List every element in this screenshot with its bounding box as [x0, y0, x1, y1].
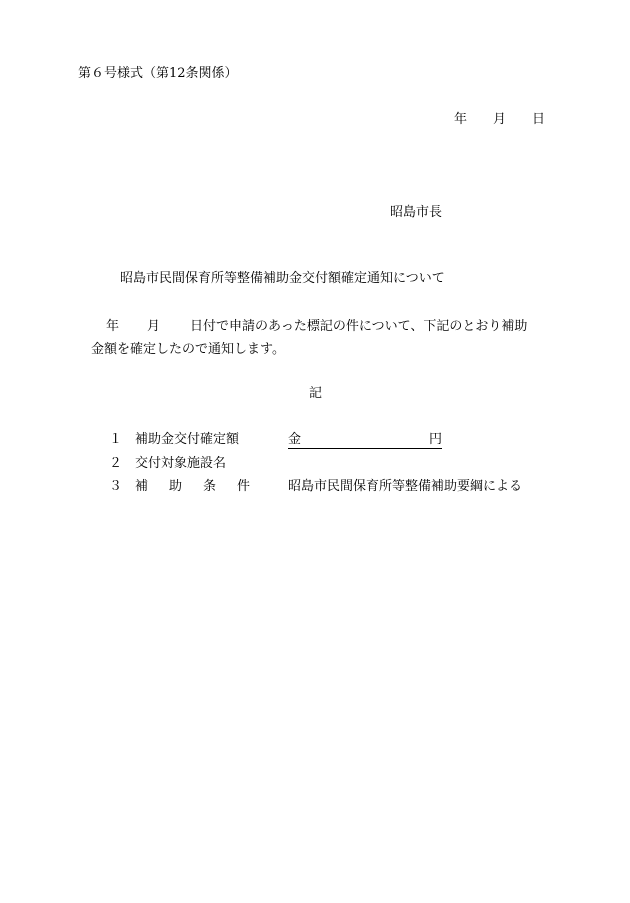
item-value: 昭島市民間保育所等整備補助要綱による: [288, 479, 523, 494]
item-label: [135, 479, 250, 495]
date-day: 日: [532, 112, 546, 127]
body-line-2: 金額を確定したので通知します。: [91, 342, 285, 357]
item-number: ２: [109, 456, 123, 471]
amount-underline: [288, 432, 442, 449]
item-label: 補助金交付確定額: [135, 432, 240, 447]
body-month: 月: [147, 319, 161, 334]
body-line-1-text: 日付で申請のあった標記の件について、下記のとおり補助: [190, 319, 528, 334]
date-month: 月: [493, 112, 507, 127]
item-label-char: 助: [169, 479, 183, 494]
issuer-name: 昭島市長: [390, 205, 443, 220]
amount-field: [288, 432, 442, 449]
item-label: 交付対象施設名: [135, 456, 227, 471]
ki-heading: 記: [309, 386, 323, 401]
item-label-char: 件: [237, 479, 251, 494]
date-line: [454, 112, 545, 128]
body-line-1: [106, 319, 527, 335]
amount-suffix: 円: [429, 432, 443, 447]
date-year: 年: [454, 112, 468, 127]
item-number: １: [109, 432, 123, 447]
item-label-char: 条: [203, 479, 217, 494]
document-subject: 昭島市民間保育所等整備補助金交付額確定通知について: [120, 271, 445, 286]
form-number: 第６号様式（第12条関係）: [78, 66, 238, 81]
body-year: 年: [106, 319, 120, 334]
item-label-char: 補: [135, 479, 149, 494]
amount-prefix: 金: [288, 432, 302, 447]
item-number: ３: [109, 479, 123, 494]
